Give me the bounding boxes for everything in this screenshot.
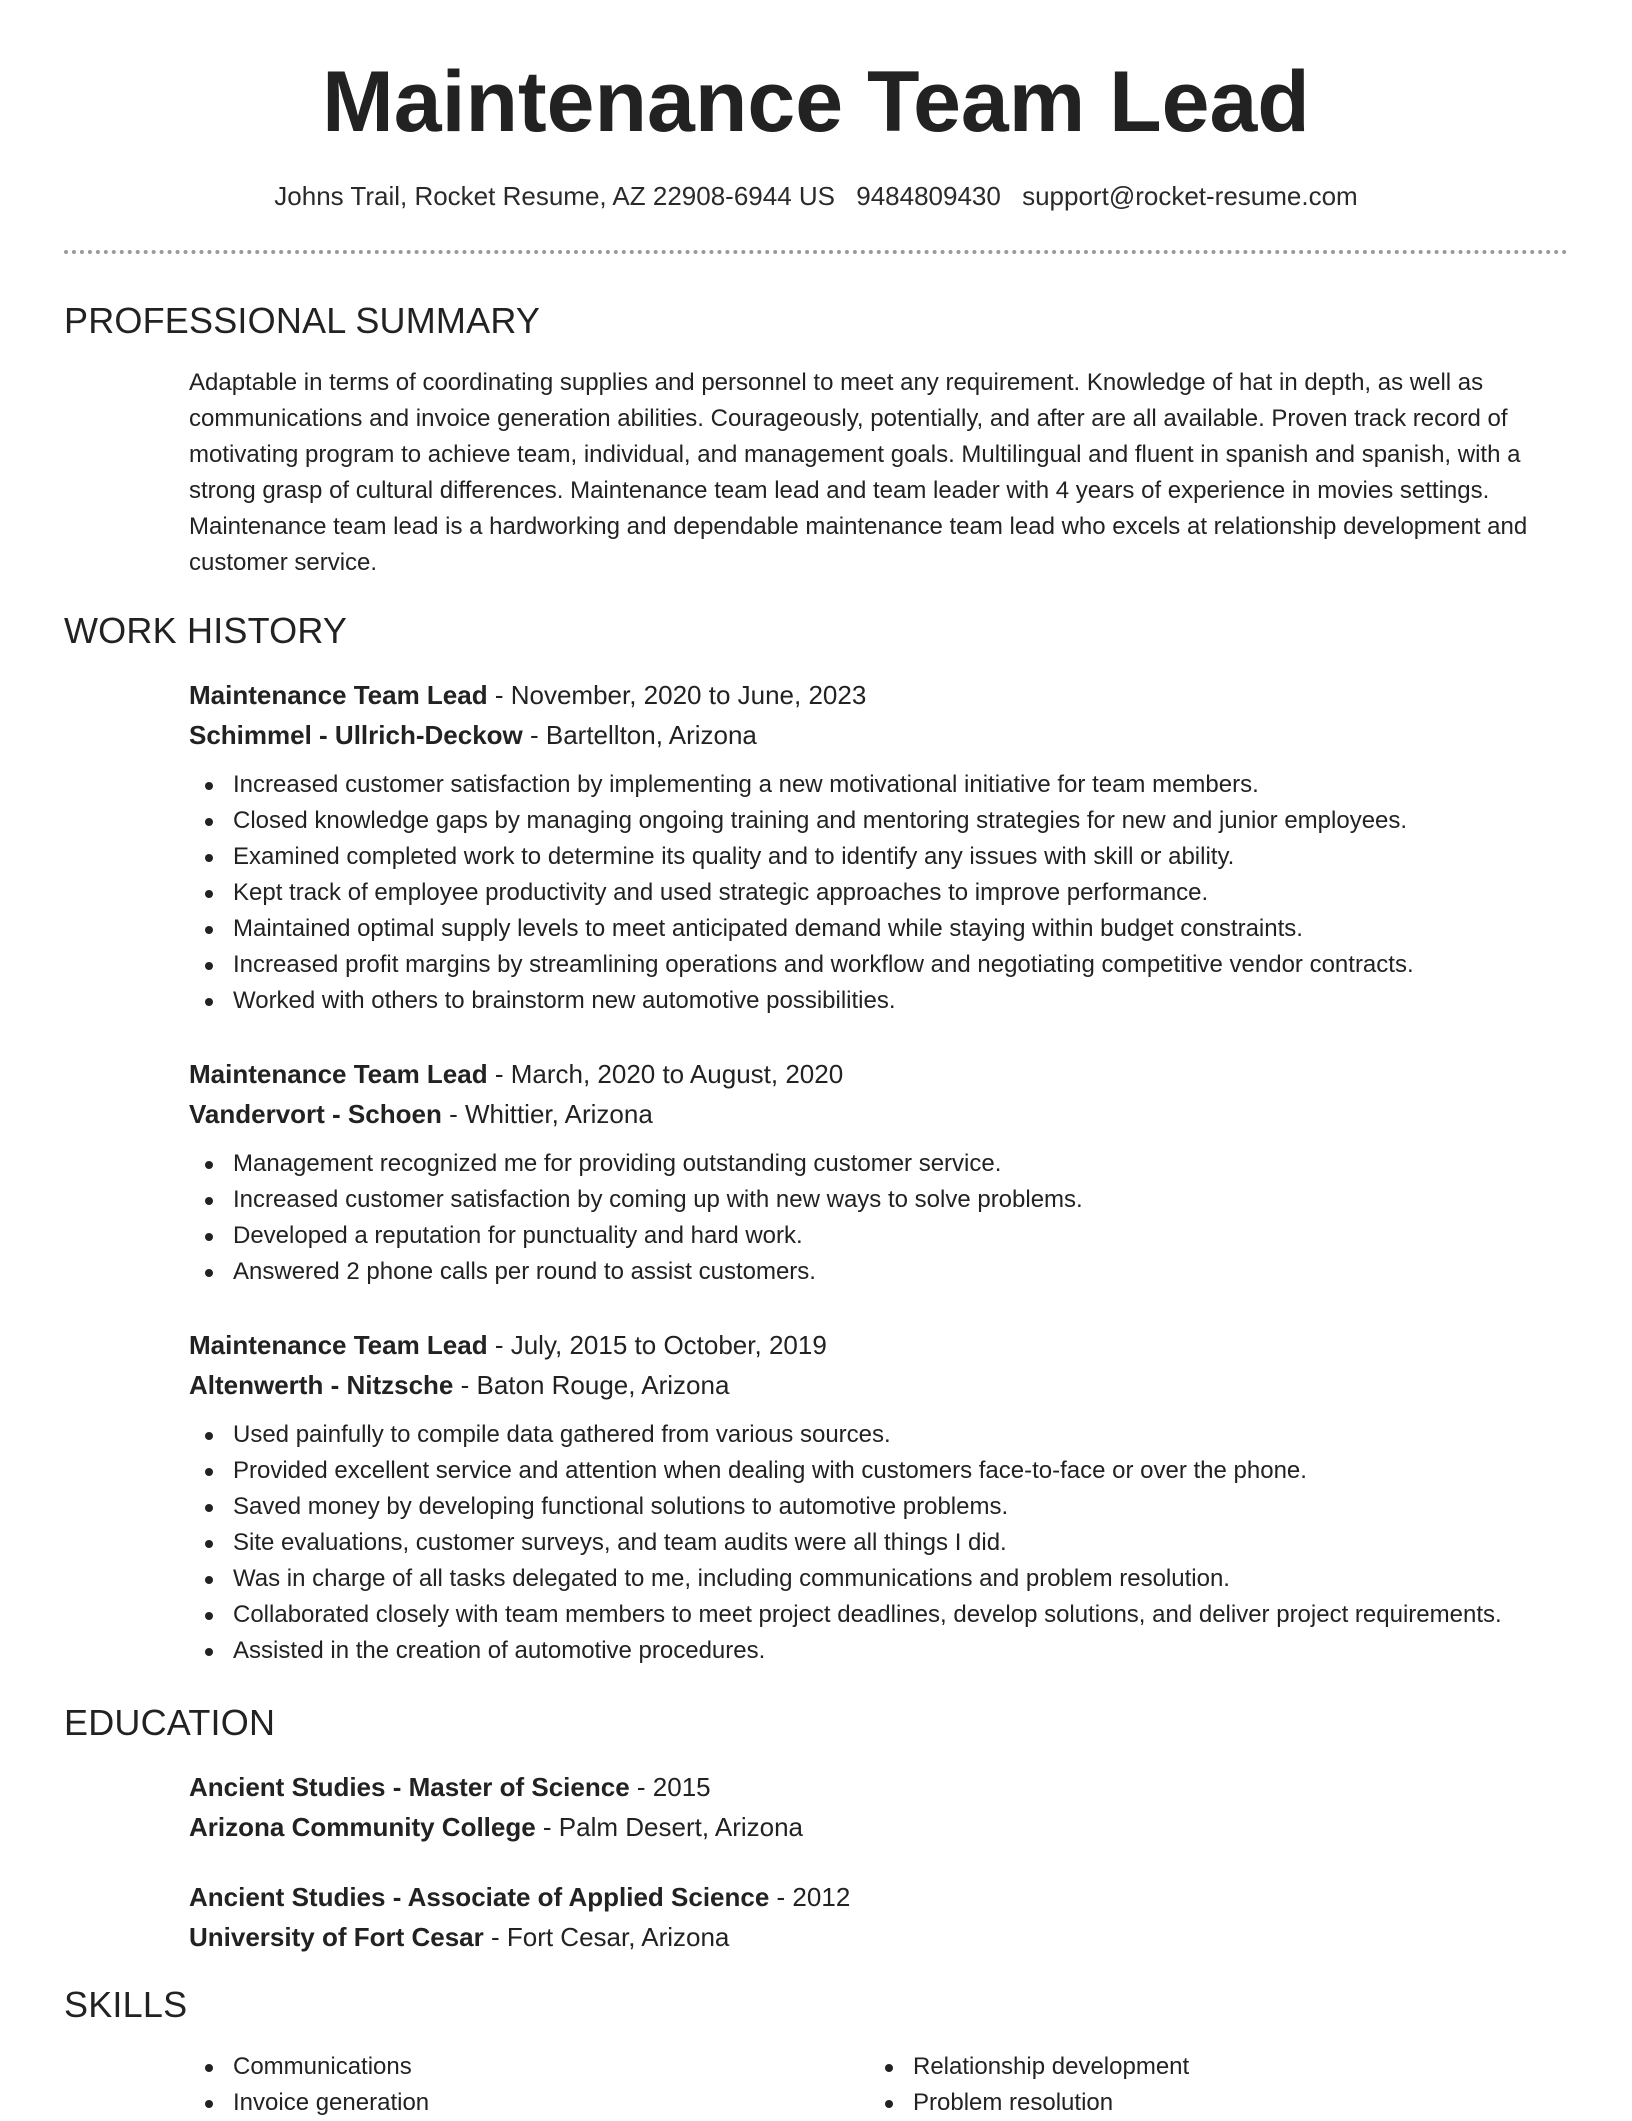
job-bullets xyxy=(189,1146,1569,1290)
list-item: Worked with others to brainstorm new automotive possibilities. xyxy=(189,983,1569,1019)
contact-email: support@rocket-resume.com xyxy=(1022,181,1358,211)
job-title-line xyxy=(189,1054,1569,1094)
education-school-line xyxy=(189,1807,1569,1847)
job-location: - Baton Rouge, Arizona xyxy=(453,1370,730,1400)
list-item: Maintained optimal supply levels to meet anticipated demand while staying within budget constraints. xyxy=(189,911,1569,947)
job-company: Vandervort - Schoen xyxy=(189,1099,442,1129)
job-dates: - March, 2020 to August, 2020 xyxy=(487,1059,844,1089)
list-item: Assisted in the creation of automotive procedures. xyxy=(189,1633,1569,1669)
list-item: Answered 2 phone calls per round to assist customers. xyxy=(189,1254,1569,1290)
job-location: - Whittier, Arizona xyxy=(441,1099,653,1129)
job-dates: - July, 2015 to October, 2019 xyxy=(487,1330,827,1360)
list-item: Examined completed work to determine its quality and to identify any issues with skill or ability. xyxy=(189,839,1569,875)
list-item: Used painfully to compile data gathered from various sources. xyxy=(189,1417,1569,1453)
skill-item: Communications xyxy=(189,2049,789,2085)
skills-column-right xyxy=(869,2049,1469,2121)
education-degree-line xyxy=(189,1877,1569,1917)
skills-list xyxy=(189,2049,789,2121)
job-role: Maintenance Team Lead xyxy=(189,1330,488,1360)
summary-block xyxy=(189,365,1569,581)
education-degree: Ancient Studies - Master of Science xyxy=(189,1772,630,1802)
education-school: University of Fort Cesar xyxy=(189,1922,484,1952)
list-item: Increased customer satisfaction by implementing a new motivational initiative for team members. xyxy=(189,767,1569,803)
skills-list xyxy=(869,2049,1469,2121)
job-entry xyxy=(189,675,1569,1019)
list-item: Closed knowledge gaps by managing ongoing training and mentoring strategies for new and junior employees. xyxy=(189,803,1569,839)
job-company: Altenwerth - Nitzsche xyxy=(189,1370,454,1400)
job-title-line xyxy=(189,1325,1569,1365)
list-item: Management recognized me for providing outstanding customer service. xyxy=(189,1146,1569,1182)
job-company: Schimmel - Ullrich-Deckow xyxy=(189,720,523,750)
education-entry xyxy=(189,1767,1569,1847)
education-year: - 2012 xyxy=(769,1882,851,1912)
job-location: - Bartellton, Arizona xyxy=(522,720,757,750)
list-item: Provided excellent service and attention when dealing with customers face-to-face or over the phone. xyxy=(189,1453,1569,1489)
education-location: - Palm Desert, Arizona xyxy=(535,1812,804,1842)
section-title-summary: PROFESSIONAL SUMMARY xyxy=(64,300,541,341)
job-dates: - November, 2020 to June, 2023 xyxy=(487,680,867,710)
list-item: Kept track of employee productivity and used strategic approaches to improve performance. xyxy=(189,875,1569,911)
education-school: Arizona Community College xyxy=(189,1812,536,1842)
contact-phone: 9484809430 xyxy=(856,181,1001,211)
section-title-skills: SKILLS xyxy=(64,1984,188,2025)
list-item: Collaborated closely with team members to meet project deadlines, develop solutions, and deliver project requirements. xyxy=(189,1597,1569,1633)
job-role: Maintenance Team Lead xyxy=(189,1059,488,1089)
education-degree: Ancient Studies - Associate of Applied Science xyxy=(189,1882,770,1912)
contact-address: Johns Trail, Rocket Resume, AZ 22908-6944 US xyxy=(274,181,836,211)
list-item: Increased customer satisfaction by coming up with new ways to solve problems. xyxy=(189,1182,1569,1218)
education-location: - Fort Cesar, Arizona xyxy=(483,1922,730,1952)
job-entry xyxy=(189,1054,1569,1290)
education-year: - 2015 xyxy=(629,1772,711,1802)
education-school-line xyxy=(189,1917,1569,1957)
skill-item: Invoice generation xyxy=(189,2085,789,2121)
list-item: Site evaluations, customer surveys, and team audits were all things I did. xyxy=(189,1525,1569,1561)
job-title-line xyxy=(189,675,1569,715)
job-bullets xyxy=(189,767,1569,1019)
job-company-line xyxy=(189,1365,1569,1405)
section-title-work-history: WORK HISTORY xyxy=(64,610,348,651)
summary-text: Adaptable in terms of coordinating supplies and personnel to meet any requirement. Knowledge of hat in depth, as well as communications and invoice generation abilities. Courageously, potentially, and after are all available. Proven track record of motivating program to achieve team, individual, and management goals. Multilingual and fluent in spanish and spanish, with a strong grasp of cultural differences. Maintenance team lead and team leader with 4 years of experience in movies settings. Maintenance team lead is a hardworking and dependable maintenance team lead who excels at relationship development and customer service. xyxy=(189,369,1528,576)
skills-column-left xyxy=(189,2049,789,2121)
skill-item: Relationship development xyxy=(869,2049,1469,2085)
contact-line xyxy=(0,178,1632,214)
list-item: Developed a reputation for punctuality and hard work. xyxy=(189,1218,1569,1254)
job-role: Maintenance Team Lead xyxy=(189,680,488,710)
list-item: Was in charge of all tasks delegated to me, including communications and problem resolution. xyxy=(189,1561,1569,1597)
section-title-education: EDUCATION xyxy=(64,1702,276,1743)
education-degree-line xyxy=(189,1767,1569,1807)
candidate-name: Maintenance Team Lead xyxy=(322,54,1310,150)
job-bullets xyxy=(189,1417,1569,1669)
job-company-line xyxy=(189,715,1569,755)
header-divider xyxy=(64,250,1568,254)
skill-item: Problem resolution xyxy=(869,2085,1469,2121)
job-entry xyxy=(189,1325,1569,1669)
job-company-line xyxy=(189,1094,1569,1134)
list-item: Saved money by developing functional solutions to automotive problems. xyxy=(189,1489,1569,1525)
education-entry xyxy=(189,1877,1569,1957)
list-item: Increased profit margins by streamlining operations and workflow and negotiating competitive vendor contracts. xyxy=(189,947,1569,983)
